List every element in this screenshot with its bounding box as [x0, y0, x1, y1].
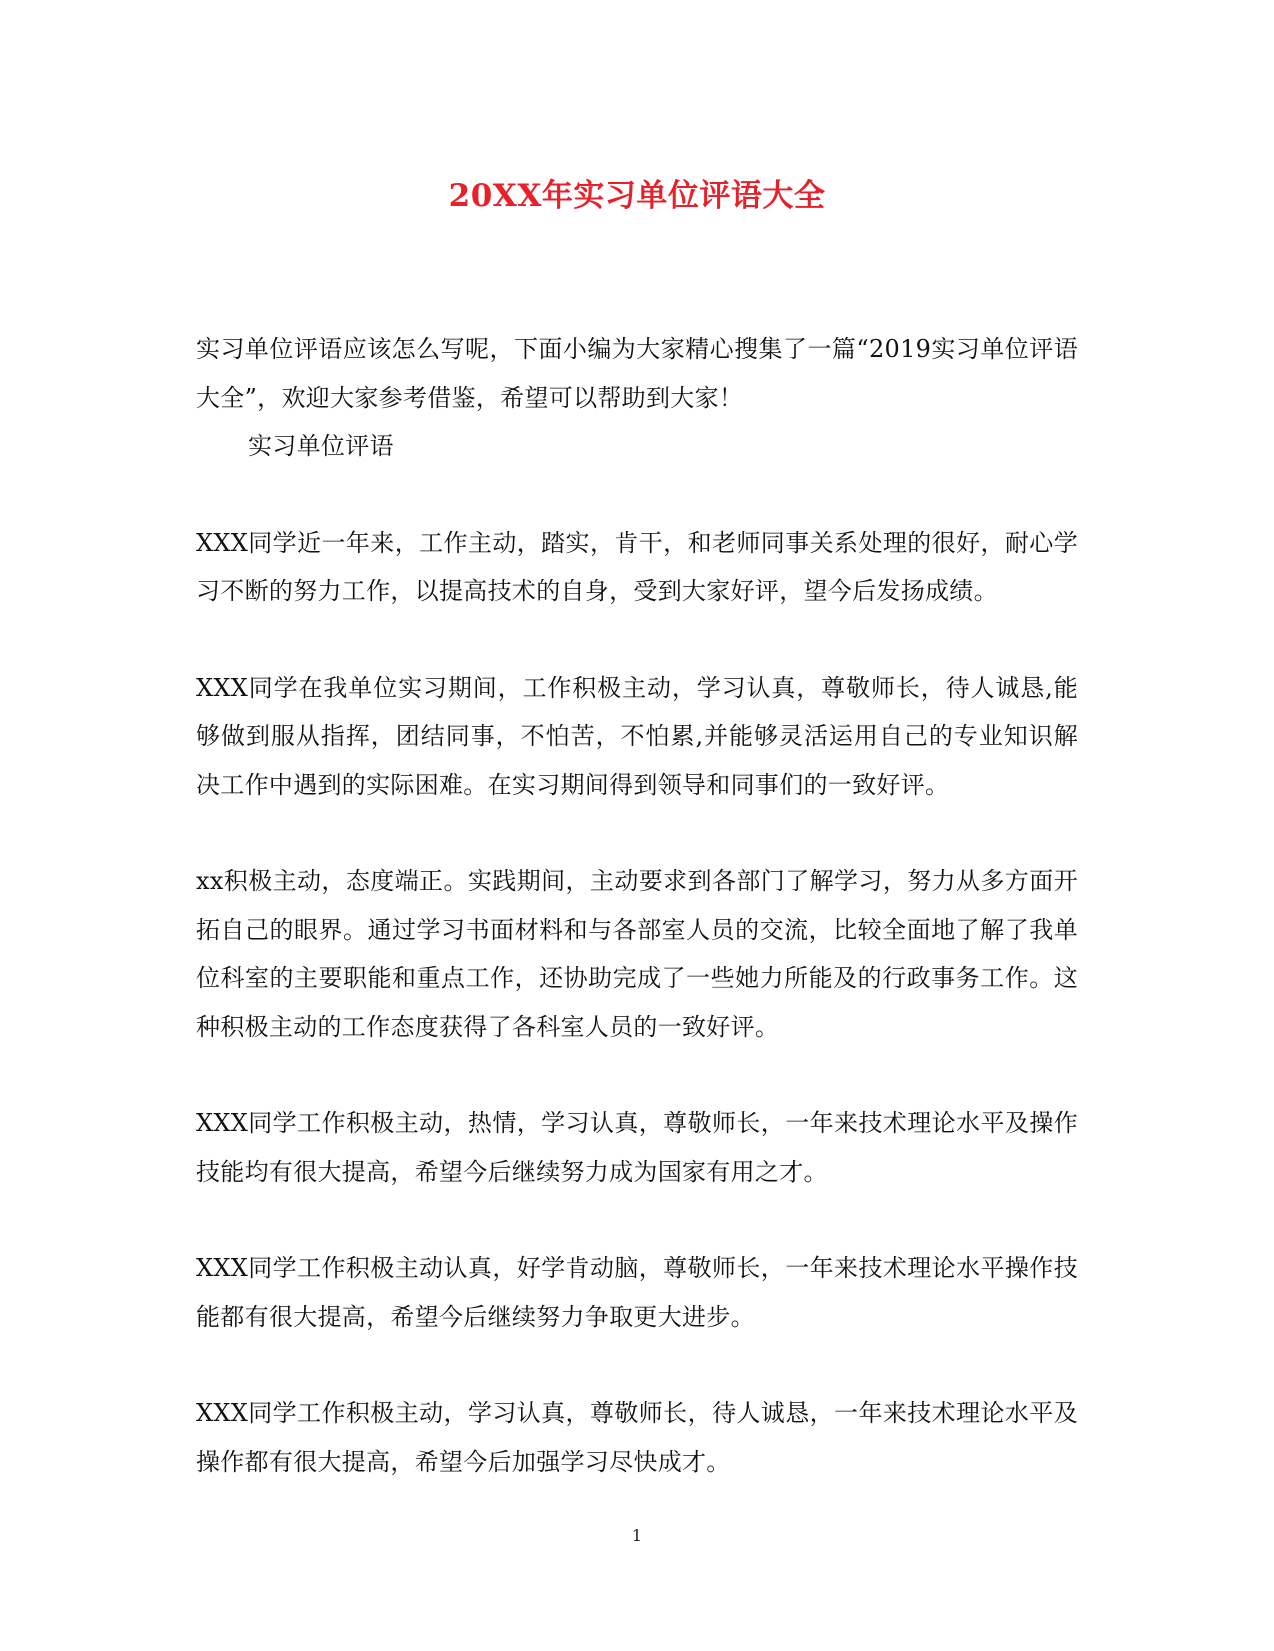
- comment-paragraph-2: XXX同学在我单位实习期间，工作积极主动，学习认真，尊敬师长，待人诚恳,能够做到服从指挥，团结同事，不怕苦，不怕累,并能够灵活运用自己的专业知识解决工作中遇到的实际困难。在实习期间得到领导和同事们的一致好评。: [196, 673, 1078, 799]
- comment-paragraph-3: xx积极主动，态度端正。实践期间，主动要求到各部门了解学习，努力从多方面开拓自己的眼界。通过学习书面材料和与各部室人员的交流，比较全面地了解了我单位科室的主要职能和重点工作，还协助完成了一些她力所能及的行政事务工作。这种积极主动的工作态度获得了各科室人员的一致好评。: [196, 867, 1078, 1041]
- comment-paragraph-1: XXX同学近一年来，工作主动，踏实，肯干，和老师同事关系处理的很好，耐心学习不断的努力工作，以提高技术的自身，受到大家好评，望今后发扬成绩。: [196, 528, 1078, 605]
- document-title: 20XX年实习单位评语大全: [448, 178, 826, 214]
- section-heading: 实习单位评语: [248, 432, 394, 460]
- comment-paragraph-4: XXX同学工作积极主动，热情，学习认真，尊敬师长，一年来技术理论水平及操作技能均有很大提高，希望今后继续努力成为国家有用之才。: [196, 1109, 1078, 1186]
- intro-paragraph: 实习单位评语应该怎么写呢，下面小编为大家精心搜集了一篇“2019实习单位评语大全”，欢迎大家参考借鉴，希望可以帮助到大家！: [196, 335, 1078, 412]
- page-number: 1: [631, 1526, 643, 1545]
- comment-paragraph-5: XXX同学工作积极主动认真，好学肯动脑，尊敬师长，一年来技术理论水平操作技能都有很大提高，希望今后继续努力争取更大进步。: [196, 1254, 1078, 1331]
- comment-paragraph-6: XXX同学工作积极主动，学习认真，尊敬师长，待人诚恳，一年来技术理论水平及操作都有很大提高，希望今后加强学习尽快成才。: [196, 1399, 1078, 1476]
- document-body: [196, 325, 1078, 1486]
